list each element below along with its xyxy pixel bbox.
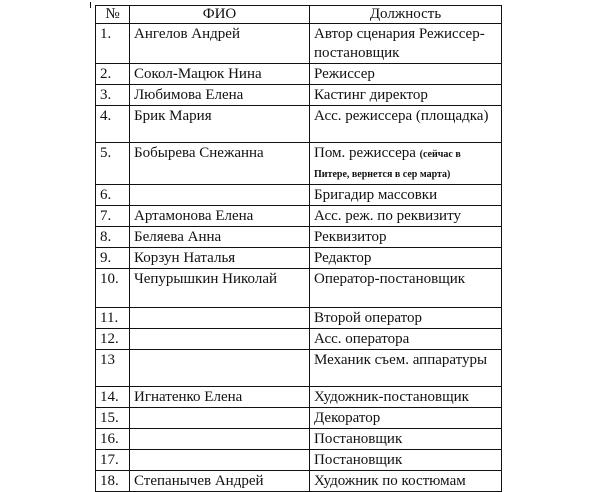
row-full-name: Бобырева Снежанна <box>130 143 310 185</box>
row-position <box>310 85 502 106</box>
row-full-name <box>130 408 310 429</box>
row-full-name: Степанычев Андрей <box>130 471 310 492</box>
row-full-name: Чепурышкин Николай <box>130 269 310 308</box>
row-number: 1. <box>96 24 130 64</box>
table-row <box>96 185 502 206</box>
row-full-name: Игнатенко Елена <box>130 387 310 408</box>
row-position-text: Декоратор <box>314 410 381 426</box>
table-row <box>96 308 502 329</box>
row-full-name <box>130 329 310 350</box>
row-position-text: Механик съем. аппаратуры <box>314 352 488 368</box>
row-position <box>310 450 502 471</box>
row-number: 7. <box>96 206 130 227</box>
row-position-text: Пом. режиссера <box>314 145 420 161</box>
row-position-text: Режиссер <box>314 66 375 82</box>
table-row <box>96 227 502 248</box>
row-position-text: Асс. режиссера (площадка) <box>314 108 489 124</box>
text-cursor-mark <box>90 2 91 8</box>
row-position-text: Бригадир массовки <box>314 187 438 203</box>
row-full-name: Беляева Анна <box>130 227 310 248</box>
row-position <box>310 329 502 350</box>
header-full-name: ФИО <box>130 6 310 24</box>
row-position <box>310 471 502 492</box>
row-full-name: Любимова Елена <box>130 85 310 106</box>
row-position <box>310 308 502 329</box>
row-position <box>310 64 502 85</box>
row-position-text: Автор сценария Режиссер-постановщик <box>314 26 485 61</box>
row-number: 11. <box>96 308 130 329</box>
row-number: 9. <box>96 248 130 269</box>
row-full-name <box>130 429 310 450</box>
crew-table <box>95 5 502 492</box>
table-row <box>96 429 502 450</box>
row-position-text: Оператор-постановщик <box>314 271 466 287</box>
row-position <box>310 248 502 269</box>
row-position-text: Кастинг директор <box>314 87 428 103</box>
row-position-text: Постановщик <box>314 452 403 468</box>
row-position-text: Асс. оператора <box>314 331 410 347</box>
row-number: 12. <box>96 329 130 350</box>
table-row <box>96 269 502 308</box>
row-full-name <box>130 185 310 206</box>
row-position-text: Реквизитор <box>314 229 387 245</box>
row-number: 5. <box>96 143 130 185</box>
row-number: 17. <box>96 450 130 471</box>
row-full-name: Брик Мария <box>130 106 310 143</box>
row-number: 4. <box>96 106 130 143</box>
row-position <box>310 227 502 248</box>
row-number: 8. <box>96 227 130 248</box>
row-number: 6. <box>96 185 130 206</box>
table-row <box>96 24 502 64</box>
row-number: 16. <box>96 429 130 450</box>
table-row <box>96 106 502 143</box>
table-row <box>96 248 502 269</box>
row-position <box>310 143 502 185</box>
row-position-text: Редактор <box>314 250 372 266</box>
row-position-text: Художник-постановщик <box>314 389 469 405</box>
row-number: 14. <box>96 387 130 408</box>
row-position <box>310 106 502 143</box>
row-position <box>310 24 502 64</box>
row-full-name <box>130 308 310 329</box>
table-row <box>96 350 502 387</box>
row-full-name: Ангелов Андрей <box>130 24 310 64</box>
table-row <box>96 64 502 85</box>
row-position-note: (сейчас в Питере, вернется в сер марта) <box>314 149 461 180</box>
row-position-text: Художник по костюмам <box>314 473 466 489</box>
row-position-text: Асс. реж. по реквизиту <box>314 208 461 224</box>
row-full-name: Корзун Наталья <box>130 248 310 269</box>
row-number: 18. <box>96 471 130 492</box>
header-position: Должность <box>310 6 502 24</box>
row-position-text: Второй оператор <box>314 310 422 326</box>
row-position <box>310 350 502 387</box>
table-row <box>96 143 502 185</box>
header-number: № <box>96 6 130 24</box>
table-row <box>96 387 502 408</box>
row-position <box>310 408 502 429</box>
table-row <box>96 329 502 350</box>
row-position <box>310 269 502 308</box>
table-body <box>96 24 502 492</box>
table-row <box>96 206 502 227</box>
row-full-name: Артамонова Елена <box>130 206 310 227</box>
table-row <box>96 85 502 106</box>
row-full-name <box>130 450 310 471</box>
row-position-text: Постановщик <box>314 431 403 447</box>
row-full-name: Сокол-Мацюк Нина <box>130 64 310 85</box>
table-row <box>96 408 502 429</box>
row-position <box>310 387 502 408</box>
row-position <box>310 429 502 450</box>
row-position <box>310 206 502 227</box>
table-row <box>96 450 502 471</box>
row-full-name <box>130 350 310 387</box>
table-header-row <box>96 6 502 24</box>
row-number: 13 <box>96 350 130 387</box>
row-position <box>310 185 502 206</box>
row-number: 15. <box>96 408 130 429</box>
table-row <box>96 471 502 492</box>
row-number: 2. <box>96 64 130 85</box>
row-number: 3. <box>96 85 130 106</box>
row-number: 10. <box>96 269 130 308</box>
